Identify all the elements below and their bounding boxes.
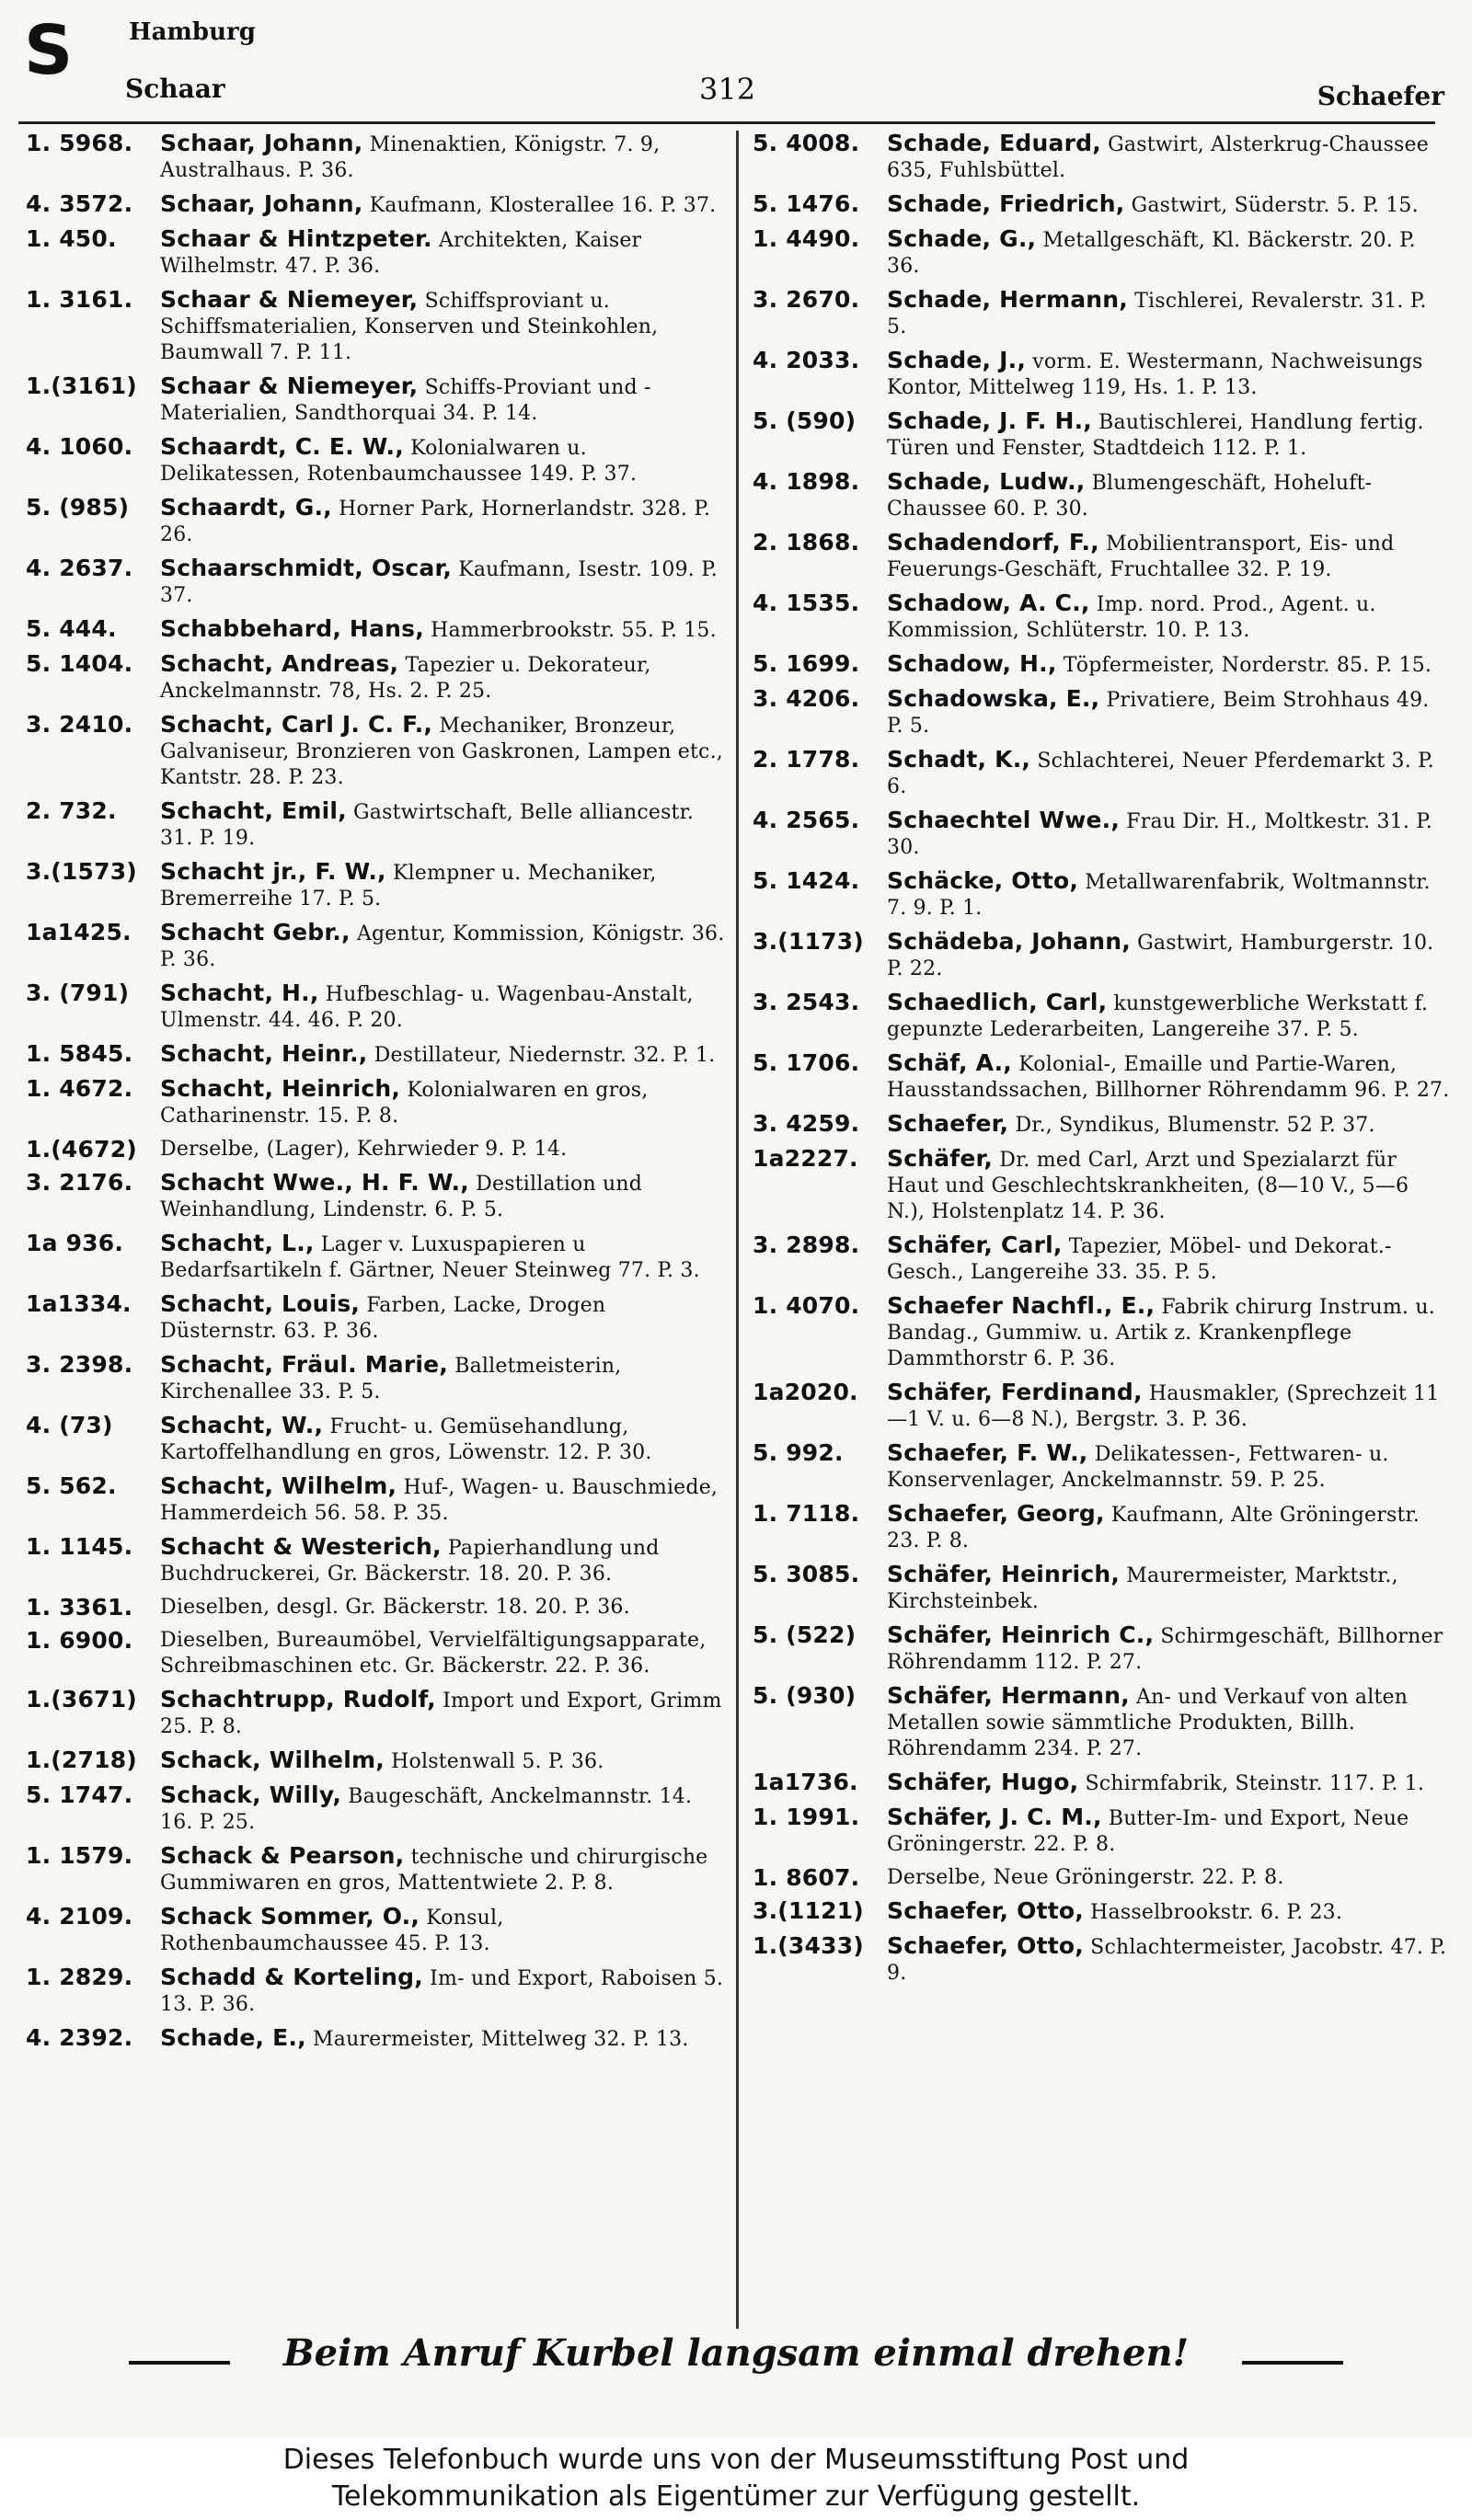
subscriber-name: Schaefer, Otto, xyxy=(887,1897,1084,1924)
subscriber-name: Schäfer, J. C. M., xyxy=(887,1804,1102,1830)
subscriber-name: Schaar, Johann, xyxy=(160,190,363,217)
subscriber-name: Schäfer, Carl, xyxy=(887,1231,1063,1258)
subscriber-name: Schade, J., xyxy=(887,347,1027,373)
subscriber-name: Schäfer, Heinrich C., xyxy=(887,1621,1155,1648)
subscriber-details: Fabrik chirurg Instrum. u. Bandag., Gummiw. u. Artik z. Krankenpflege Dammthorstr 6. P. 36. xyxy=(887,1296,1435,1370)
subscriber-details: Butter-Im- und Export, Neue Gröningerstr. 22. P. 8. xyxy=(887,1807,1409,1856)
subscriber-details: Hausmakler, (Sprechzeit 11—1 V. u. 6—8 N.), Bergstr. 3. P. 36. xyxy=(887,1382,1440,1431)
phone-number: 4. (73) xyxy=(26,1412,113,1438)
subscriber-name: Schaar & Niemeyer, xyxy=(160,372,419,399)
subscriber-details: Import und Export, Grimm 25. P. 8. xyxy=(160,1690,722,1738)
phone-number: 5. 444. xyxy=(26,615,117,642)
subscriber-name: Schade, J. F. H., xyxy=(887,407,1092,434)
phone-number: 4. 1060. xyxy=(26,433,133,460)
subscriber-details: Kolonialwaren u. Delikatessen, Rotenbaumchaussee 149. P. 37. xyxy=(160,437,638,486)
city-name: Hamburg xyxy=(129,18,256,46)
phone-number: 3. (791) xyxy=(26,979,130,1006)
phone-number: 3. 2398. xyxy=(26,1351,133,1378)
phone-number: 5. 1404. xyxy=(26,650,133,677)
subscriber-details: Papierhandlung und Buchdruckerei, Gr. Bäckerstr. 18. 20. P. 36. xyxy=(160,1537,660,1586)
subscriber-details: Minenaktien, Königstr. 7. 9, Australhaus. P. 36. xyxy=(160,133,661,182)
subscriber-name: Schade, G., xyxy=(887,225,1037,252)
subscriber-name: Schade, Ludw., xyxy=(887,468,1086,495)
subscriber-name: Schadendorf, F., xyxy=(887,529,1099,556)
listing-entry xyxy=(26,1782,725,1836)
left-column xyxy=(26,131,725,2060)
listing-entry xyxy=(753,1865,1452,1891)
footer-notice xyxy=(0,2442,1472,2515)
subscriber-details: Frucht- u. Gemüsehandlung, Kartoffelhandlung en gros, Löwenstr. 12. P. 30. xyxy=(160,1415,652,1464)
subscriber-name: Schadow, A. C., xyxy=(887,590,1090,616)
listing-entry xyxy=(26,1413,725,1466)
slogan-rule-right xyxy=(1242,2361,1343,2365)
listing-entry xyxy=(26,1595,725,1621)
subscriber-details: Horner Park, Hornerlandstr. 328. P. 26. xyxy=(160,498,711,546)
subscriber-details: kunstgewerbliche Werkstatt f. gepunzte Lederarbeiten, Langereihe 37. P. 5. xyxy=(887,992,1429,1041)
subscriber-name: Schabbehard, Hans, xyxy=(160,615,424,642)
page-number: 312 xyxy=(699,72,756,107)
phone-number: 1a1736. xyxy=(753,1769,858,1795)
listing-entry xyxy=(26,556,725,609)
phone-number: 5. (930) xyxy=(753,1682,857,1709)
listing-entry xyxy=(26,1843,725,1896)
phone-number: 1. 4490. xyxy=(753,225,860,252)
phone-number: 1. 3161. xyxy=(26,286,133,313)
listing-entry xyxy=(753,1146,1452,1225)
listing-entry xyxy=(753,1622,1452,1676)
listing-entry xyxy=(753,131,1452,184)
phone-number: 1.(4672) xyxy=(26,1136,137,1163)
phone-number: 5. 562. xyxy=(26,1472,117,1499)
phone-number: 5. 1706. xyxy=(753,1049,860,1076)
subscriber-name: Schäcke, Otto, xyxy=(887,867,1079,894)
right-column xyxy=(753,131,1452,1994)
phone-number: 5. 1747. xyxy=(26,1781,133,1808)
subscriber-details: Schirmfabrik, Steinstr. 117. P. 1. xyxy=(1085,1772,1425,1795)
subscriber-name: Schaedlich, Carl, xyxy=(887,989,1108,1015)
subscriber-name: Schäfer, Hugo, xyxy=(887,1769,1079,1795)
subscriber-details: Delikatessen-, Fettwaren- u. Konservenlager, Anckelmannstr. 59. P. 25. xyxy=(887,1443,1389,1492)
listing-entry xyxy=(26,131,725,184)
phone-number: 5. (522) xyxy=(753,1621,857,1648)
subscriber-name: Schacht, W., xyxy=(160,1412,324,1438)
subscriber-details: Agentur, Kommission, Königstr. 36. P. 36. xyxy=(160,922,725,971)
listing-entry xyxy=(26,1628,725,1679)
phone-number: 1.(2718) xyxy=(26,1747,137,1773)
subscriber-details: Imp. nord. Prod., Agent. u. Kommission, Schlüterstr. 10. P. 13. xyxy=(887,593,1376,642)
subscriber-name: Schaar, Johann, xyxy=(160,130,363,156)
subscriber-name: Schaefer, F. W., xyxy=(887,1439,1088,1466)
listing-entry xyxy=(26,373,725,427)
listing-entry xyxy=(26,226,725,280)
subscriber-details: Maurermeister, Marktstr., Kirchsteinbek. xyxy=(887,1564,1398,1613)
listing-entry xyxy=(26,1137,725,1163)
listing-entry xyxy=(26,1534,725,1587)
subscriber-name: Schaefer Nachfl., E., xyxy=(887,1292,1156,1319)
subscriber-name: Schacht jr., F. W., xyxy=(160,858,386,885)
listing-entry xyxy=(753,1898,1452,1926)
phone-number: 5. 4008. xyxy=(753,130,860,156)
listing-entry xyxy=(26,1231,725,1284)
subscriber-name: Schaar & Hintzpeter. xyxy=(160,225,432,252)
subscriber-details: Metallgeschäft, Kl. Bäckerstr. 20. P. 36. xyxy=(887,229,1416,278)
subscriber-details: Architekten, Kaiser Wilhelmstr. 47. P. 36. xyxy=(160,229,642,278)
subscriber-name: Schade, Eduard, xyxy=(887,130,1101,156)
subscriber-details: Schlachterei, Neuer Pferdemarkt 3. P. 6. xyxy=(887,750,1434,798)
subscriber-details: Hasselbrookstr. 6. P. 23. xyxy=(1090,1901,1343,1924)
listing-entry xyxy=(753,1501,1452,1554)
subscriber-details: Schiffsproviant u. Schiffsmaterialien, Konserven und Steinkohlen, Baumwall 7. P. 11. xyxy=(160,290,659,364)
phone-number: 1. 1991. xyxy=(753,1804,860,1830)
subscriber-details: Lager v. Luxuspapieren u Bedarfsartikeln f. Gärtner, Neuer Steinweg 77. P. 3. xyxy=(160,1233,700,1282)
listing-entry xyxy=(26,434,725,487)
listing-entry xyxy=(26,1473,725,1527)
subscriber-name: Schacht, Wilhelm, xyxy=(160,1472,397,1499)
subscriber-name: Schack Sommer, O., xyxy=(160,1903,420,1930)
phone-number: 1. 6900. xyxy=(26,1627,133,1654)
header-last-entry: Schaefer xyxy=(1317,81,1444,111)
listing-entry xyxy=(26,1291,725,1345)
subscriber-details: Dieselben, Bureaumöbel, Vervielfältigungsapparate, Schreibmaschinen etc. Gr. Bäckerstr. 22. P. 36. xyxy=(160,1629,707,1678)
subscriber-details: Gastwirt, Süderstr. 5. P. 15. xyxy=(1131,194,1419,217)
phone-number: 3. 4206. xyxy=(753,685,860,712)
subscriber-name: Schäfer, xyxy=(887,1145,994,1172)
phone-number: 1.(3433) xyxy=(753,1932,864,1959)
subscriber-details: Im- und Export, Raboisen 5. 13. P. 36. xyxy=(160,1967,724,2016)
subscriber-name: Schacht Wwe., H. F. W., xyxy=(160,1169,469,1196)
footer-line-2: Telekommunikation als Eigentümer zur Verfügung gestellt. xyxy=(331,2480,1141,2513)
phone-number: 1. 2829. xyxy=(26,1964,133,1990)
phone-number: 1. 3361. xyxy=(26,1594,133,1621)
phone-number: 5. 1424. xyxy=(753,867,860,894)
subscriber-name: Schack & Pearson, xyxy=(160,1842,405,1869)
slogan-bar xyxy=(0,2331,1472,2377)
listing-entry xyxy=(753,1933,1452,1987)
phone-number: 4. 1898. xyxy=(753,468,860,495)
listing-entry xyxy=(753,530,1452,583)
listing-entry xyxy=(753,1804,1452,1858)
subscriber-details: Schlachtermeister, Jacobstr. 47. P. 9. xyxy=(887,1936,1447,1985)
phone-number: 1. 450. xyxy=(26,225,117,252)
subscriber-details: Kaufmann, Isestr. 109. P. 37. xyxy=(160,558,718,607)
subscriber-name: Schade, E., xyxy=(160,2024,306,2051)
subscriber-details: Baugeschäft, Anckelmannstr. 14. 16. P. 25. xyxy=(160,1785,693,1834)
subscriber-details: Tapezier, Möbel- und Dekorat.-Gesch., Langereihe 33. 35. P. 5. xyxy=(887,1235,1392,1284)
subscriber-details: Dieselben, desgl. Gr. Bäckerstr. 18. 20. P. 36. xyxy=(160,1596,630,1619)
slogan-rule-left xyxy=(129,2361,230,2365)
listing-entry xyxy=(753,590,1452,644)
subscriber-name: Schacht, Heinr., xyxy=(160,1040,368,1067)
listing-entry xyxy=(26,1076,725,1129)
phone-number: 1. 1579. xyxy=(26,1842,133,1869)
phone-number: 2. 732. xyxy=(26,797,117,824)
phone-number: 1. 4672. xyxy=(26,1075,133,1102)
subscriber-details: Mechaniker, Bronzeur, Galvaniseur, Bronzieren von Gaskronen, Lampen etc., Kantstr. 28. P. 23. xyxy=(160,715,723,789)
listing-entry xyxy=(753,1770,1452,1797)
listing-entry xyxy=(753,408,1452,462)
subscriber-details: Gastwirt, Hamburgerstr. 10. P. 22. xyxy=(887,932,1434,980)
subscriber-name: Schacht, Andreas, xyxy=(160,650,399,677)
subscriber-details: Derselbe, (Lager), Kehrwieder 9. P. 14. xyxy=(160,1138,568,1161)
listing-entry xyxy=(753,929,1452,982)
listing-entry xyxy=(753,1050,1452,1104)
subscriber-name: Schaarschmidt, Oscar, xyxy=(160,555,453,581)
listing-entry xyxy=(753,1562,1452,1615)
listing-entry xyxy=(753,1293,1452,1372)
subscriber-name: Schacht, H., xyxy=(160,979,319,1006)
listing-entry xyxy=(753,287,1452,340)
subscriber-name: Schacht, L., xyxy=(160,1230,315,1256)
subscriber-details: Destillateur, Niedernstr. 32. P. 1. xyxy=(374,1044,716,1067)
listing-entry xyxy=(26,712,725,791)
subscriber-details: Holstenwall 5. P. 36. xyxy=(391,1750,604,1773)
phone-number: 3. 2176. xyxy=(26,1169,133,1196)
phone-number: 4. 2392. xyxy=(26,2024,133,2051)
subscriber-details: An- und Verkauf von alten Metallen sowie sämmtliche Produkten, Billh. Röhrendamm 234. P. 27. xyxy=(887,1686,1409,1760)
phone-number: 5. (590) xyxy=(753,407,857,434)
phone-number: 1. 1145. xyxy=(26,1533,133,1560)
subscriber-name: Schadd & Korteling, xyxy=(160,1964,423,1990)
listing-entry xyxy=(753,191,1452,219)
listing-entry xyxy=(26,287,725,366)
phone-number: 3.(1121) xyxy=(753,1897,864,1924)
listing-entry xyxy=(753,1440,1452,1494)
phone-number: 5. 992. xyxy=(753,1439,844,1466)
subscriber-details: Dr. med Carl, Arzt und Spezialarzt für Haut und Geschlechtskrankheiten, (8—10 V., 5—6 N.), Holstenplatz 14. P. 36. xyxy=(887,1149,1409,1223)
subscriber-name: Schaefer, Otto, xyxy=(887,1932,1084,1959)
listing-entry xyxy=(26,2025,725,2053)
subscriber-details: Dr., Syndikus, Blumenstr. 52 P. 37. xyxy=(1015,1114,1375,1137)
listing-entry xyxy=(26,1904,725,1957)
phone-number: 4. 2033. xyxy=(753,347,860,373)
phone-number: 1a1425. xyxy=(26,919,132,945)
slogan-text: Beim Anruf Kurbel langsam einmal drehen! xyxy=(282,2331,1190,2375)
subscriber-details: Bautischlerei, Handlung fertig. Türen und Fenster, Stadtdeich 112. P. 1. xyxy=(887,411,1424,460)
subscriber-details: Hammerbrookstr. 55. P. 15. xyxy=(431,619,717,642)
subscriber-details: Gastwirtschaft, Belle alliancestr. 31. P. 19. xyxy=(160,801,695,850)
subscriber-name: Schäfer, Hermann, xyxy=(887,1682,1130,1709)
listing-entry xyxy=(26,1747,725,1775)
subscriber-name: Schack, Wilhelm, xyxy=(160,1747,385,1773)
phone-number: 3. 4259. xyxy=(753,1110,860,1137)
listing-entry xyxy=(753,1683,1452,1762)
phone-number: 2. 1868. xyxy=(753,529,860,556)
phone-number: 1. 8607. xyxy=(753,1864,860,1891)
subscriber-name: Schacht, Emil, xyxy=(160,797,347,824)
header-rule xyxy=(18,121,1435,124)
column-divider xyxy=(736,131,739,2329)
subscriber-details: Privatiere, Beim Strohhaus 49. P. 5. xyxy=(887,689,1430,738)
subscriber-name: Schacht, Carl J. C. F., xyxy=(160,711,433,738)
listing-entry xyxy=(753,686,1452,739)
listing-entry xyxy=(753,990,1452,1043)
listing-entry xyxy=(753,1232,1452,1286)
phone-number: 1.(3671) xyxy=(26,1686,137,1712)
listing-entry xyxy=(26,616,725,644)
subscriber-name: Schacht, Heinrich, xyxy=(160,1075,401,1102)
listing-entry xyxy=(753,808,1452,861)
phone-number: 5. 1476. xyxy=(753,190,860,217)
subscriber-details: technische und chirurgische Gummiwaren en gros, Mattentwiete 2. P. 8. xyxy=(160,1846,708,1895)
listing-entry xyxy=(753,651,1452,679)
phone-number: 5. 1699. xyxy=(753,650,860,677)
phone-number: 1. 5968. xyxy=(26,130,133,156)
subscriber-name: Schaar & Niemeyer, xyxy=(160,286,419,313)
phone-number: 5. (985) xyxy=(26,494,130,521)
phone-number: 1a2020. xyxy=(753,1379,858,1405)
page-header xyxy=(0,0,1472,129)
subscriber-name: Schacht Gebr., xyxy=(160,919,351,945)
phone-number: 2. 1778. xyxy=(753,746,860,773)
subscriber-details: Derselbe, Neue Gröningerstr. 22. P. 8. xyxy=(887,1866,1284,1889)
subscriber-name: Schade, Friedrich, xyxy=(887,190,1125,217)
listing-entry xyxy=(26,495,725,548)
phone-number: 3. 2898. xyxy=(753,1231,860,1258)
phone-number: 1a1334. xyxy=(26,1290,132,1317)
listing-entry xyxy=(26,859,725,912)
phone-number: 3. 2670. xyxy=(753,286,860,313)
subscriber-name: Schadow, H., xyxy=(887,650,1057,677)
listing-entry xyxy=(26,1170,725,1223)
listing-entry xyxy=(26,1352,725,1405)
phone-number: 1. 4070. xyxy=(753,1292,860,1319)
phone-number: 3. 2410. xyxy=(26,711,133,738)
subscriber-details: Hufbeschlag- u. Wagenbau-Anstalt, Ulmenstr. 44. 46. P. 20. xyxy=(160,983,694,1032)
subscriber-name: Schadt, K., xyxy=(887,746,1031,773)
phone-number: 4. 3572. xyxy=(26,190,133,217)
listing-entry xyxy=(26,798,725,852)
subscriber-details: Balletmeisterin, Kirchenallee 33. P. 5. xyxy=(160,1355,622,1403)
phone-number: 1a2227. xyxy=(753,1145,858,1172)
listing-entry xyxy=(26,920,725,973)
subscriber-details: Kaufmann, Klosterallee 16. P. 37. xyxy=(369,194,717,217)
listing-entry xyxy=(26,980,725,1034)
subscriber-name: Schaardt, G., xyxy=(160,494,332,521)
subscriber-name: Schacht, Louis, xyxy=(160,1290,361,1317)
listing-entry xyxy=(26,1041,725,1069)
phone-number: 4. 2637. xyxy=(26,555,133,581)
subscriber-name: Schaefer, xyxy=(887,1110,1009,1137)
subscriber-details: Maurermeister, Mittelweg 32. P. 13. xyxy=(313,2028,689,2051)
listing-entry xyxy=(26,1964,725,2018)
subscriber-details: Tischlerei, Revalerstr. 31. P. 5. xyxy=(887,290,1427,338)
subscriber-name: Schadowska, E., xyxy=(887,685,1100,712)
subscriber-details: Metallwarenfabrik, Woltmannstr. 7. 9. P. 1. xyxy=(887,871,1431,920)
subscriber-details: Konsul, Rothenbaumchaussee 45. P. 13. xyxy=(160,1907,504,1955)
subscriber-name: Schade, Hermann, xyxy=(887,286,1128,313)
phone-number: 4. 1535. xyxy=(753,590,860,616)
subscriber-name: Schäf, A., xyxy=(887,1049,1013,1076)
subscriber-details: Klempner u. Mechaniker, Bremerreihe 17. P. 5. xyxy=(160,862,657,911)
subscriber-name: Schäfer, Heinrich, xyxy=(887,1561,1121,1587)
subscriber-name: Schacht, Fräul. Marie, xyxy=(160,1351,449,1378)
phone-number: 5. 3085. xyxy=(753,1561,860,1587)
phone-number: 3.(1173) xyxy=(753,928,864,955)
phone-number: 1. 5845. xyxy=(26,1040,133,1067)
phone-number: 1.(3161) xyxy=(26,372,137,399)
listing-entry xyxy=(26,651,725,704)
subscriber-name: Schädeba, Johann, xyxy=(887,928,1131,955)
subscriber-name: Schack, Willy, xyxy=(160,1781,342,1808)
listing-entry xyxy=(753,226,1452,280)
subscriber-details: Gastwirt, Alsterkrug-Chaussee 635, Fuhlsbüttel. xyxy=(887,133,1429,182)
subscriber-name: Schäfer, Ferdinand, xyxy=(887,1379,1143,1405)
phone-number: 1a 936. xyxy=(26,1230,124,1256)
footer-line-1: Dieses Telefonbuch wurde uns von der Museumsstiftung Post und xyxy=(282,2444,1190,2476)
listing-entry xyxy=(753,348,1452,401)
listing-entry xyxy=(753,1380,1452,1433)
header-first-entry: Schaar xyxy=(125,74,225,104)
subscriber-name: Schaardt, C. E. W., xyxy=(160,433,404,460)
listing-entry xyxy=(753,469,1452,522)
subscriber-name: Schaechtel Wwe., xyxy=(887,807,1121,833)
subscriber-details: Schirmgeschäft, Billhorner Röhrendamm 112. P. 27. xyxy=(887,1625,1443,1674)
subscriber-details: Destillation und Weinhandlung, Lindenstr. 6. P. 5. xyxy=(160,1173,643,1221)
subscriber-details: Tapezier u. Dekorateur, Anckelmannstr. 78, Hs. 2. P. 25. xyxy=(160,654,651,703)
listing-entry xyxy=(753,868,1452,922)
phone-number: 3. 2543. xyxy=(753,989,860,1015)
subscriber-details: Blumengeschäft, Hoheluft-Chaussee 60. P. 30. xyxy=(887,472,1373,521)
phone-number: 4. 2565. xyxy=(753,807,860,833)
subscriber-details: Kolonialwaren en gros, Catharinenstr. 15. P. 8. xyxy=(160,1079,649,1128)
listing-entry xyxy=(26,1687,725,1740)
listing-entry xyxy=(753,747,1452,800)
section-letter: S xyxy=(24,11,74,90)
subscriber-details: Farben, Lacke, Drogen Düsternstr. 63. P. 36. xyxy=(160,1294,606,1343)
phone-number: 1. 7118. xyxy=(753,1500,860,1527)
listing-entry xyxy=(753,1111,1452,1139)
subscriber-details: Kaufmann, Alte Gröningerstr. 23. P. 8. xyxy=(887,1504,1420,1552)
subscriber-details: Mobilientransport, Eis- und Feuerungs-Geschäft, Fruchtallee 32. P. 19. xyxy=(887,533,1395,581)
subscriber-name: Schaefer, Georg, xyxy=(887,1500,1105,1527)
phone-number: 4. 2109. xyxy=(26,1903,133,1930)
subscriber-name: Schachtrupp, Rudolf, xyxy=(160,1686,436,1712)
subscriber-details: Schiffs-Proviant und -Materialien, Sandthorquai 34. P. 14. xyxy=(160,376,651,425)
subscriber-name: Schacht & Westerich, xyxy=(160,1533,442,1560)
subscriber-details: vorm. E. Westermann, Nachweisungs Kontor, Mittelweg 119, Hs. 1. P. 13. xyxy=(887,350,1423,399)
subscriber-details: Töpfermeister, Norderstr. 85. P. 15. xyxy=(1063,654,1432,677)
subscriber-details: Huf-, Wagen- u. Bauschmiede, Hammerdeich 56. 58. P. 35. xyxy=(160,1476,719,1525)
listing-entry xyxy=(26,191,725,219)
phone-number: 3.(1573) xyxy=(26,858,137,885)
subscriber-details: Kolonial-, Emaille und Partie-Waren, Hausstandssachen, Billhorner Röhrendamm 96. P. 27. xyxy=(887,1053,1450,1102)
subscriber-details: Frau Dir. H., Moltkestr. 31. P. 30. xyxy=(887,810,1433,859)
